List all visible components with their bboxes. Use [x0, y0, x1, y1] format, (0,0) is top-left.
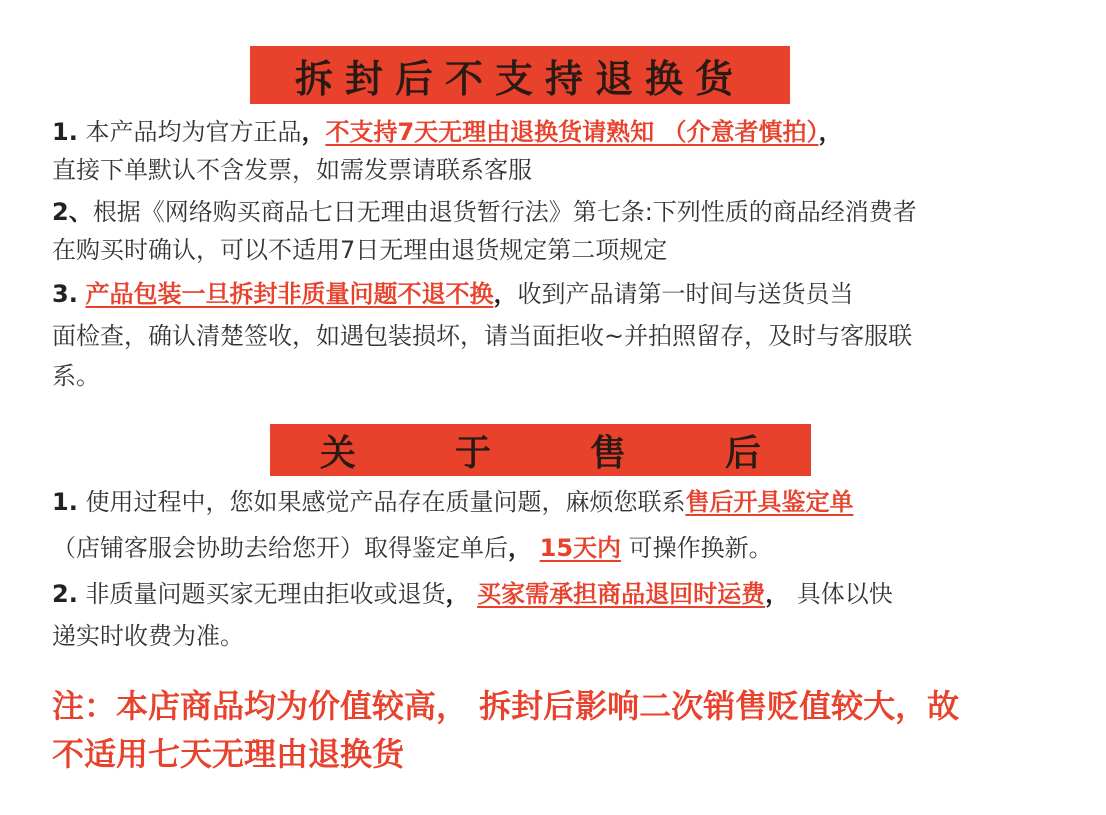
about-after-sales-banner	[270, 424, 811, 476]
policy-item-2-line-1	[52, 196, 917, 228]
policy-item-1-line-1	[52, 116, 843, 148]
banner-char: 后	[724, 432, 761, 474]
policy-text: 具体以快	[789, 580, 893, 608]
after-sales-item-2-line-2: 递实时收费为准。	[52, 622, 244, 650]
policy-item-3-line-3: 系。	[52, 362, 100, 390]
policy-item-1-line-2: 直接下单默认不含发票，如需发票请联系客服	[52, 156, 532, 184]
item-number: 2、	[52, 198, 93, 226]
note-line-1: 注：本店商品均为价值较高， 拆封后影响二次销售贬值较大，故	[52, 687, 960, 725]
policy-text: 本产品均为官方正品	[85, 118, 302, 146]
banner-char: 于	[454, 432, 491, 474]
policy-text: 收到产品请第一时间与送货员当	[517, 280, 854, 308]
policy-item-3-line-2: 面检查，确认清楚签收，如遇包装损坏，请当面拒收~并拍照留存，及时与客服联	[52, 322, 913, 350]
punctuation: ，	[818, 118, 843, 146]
banner-char: 售	[589, 432, 626, 474]
punctuation: ，	[765, 580, 790, 608]
highlight-15-days: 15天内	[539, 534, 622, 562]
item-number: 1.	[52, 118, 78, 146]
policy-text: 非质量问题买家无理由拒收或退货	[85, 580, 446, 608]
highlight-no-7-day-return: 不支持7天无理由退换货请熟知 （介意者慎拍）	[325, 118, 819, 146]
policy-text: 根据《网络购买商品七日无理由退货暂行法》第七条:下列性质的商品经消费者	[92, 198, 917, 226]
policy-text: 使用过程中，您如果感觉产品存在质量问题，麻烦您联系	[85, 488, 686, 516]
punctuation: ，	[493, 280, 518, 308]
highlight-no-return-if-unsealed: 产品包装一旦拆封非质量问题不退不换	[85, 280, 494, 308]
note-line-2: 不适用七天无理由退换货	[52, 735, 405, 773]
policy-text: 可操作换新。	[621, 534, 773, 562]
punctuation: ，	[508, 534, 532, 562]
item-number: 2.	[52, 580, 78, 608]
after-sales-item-1-line-1	[52, 486, 853, 518]
policy-item-2-line-2: 在购买时确认，可以不适用7日无理由退货规定第二项规定	[52, 236, 668, 264]
highlight-buyer-pays-shipping: 买家需承担商品退回时运费	[477, 580, 766, 608]
punctuation: ，	[301, 118, 326, 146]
after-sales-item-1-line-2	[52, 532, 773, 564]
highlight-inspection-report: 售后开具鉴定单	[685, 488, 854, 516]
item-number: 3.	[52, 280, 78, 308]
no-return-after-unsealing-banner: 拆封后不支持退换货	[250, 46, 790, 104]
policy-text: （店铺客服会协助去给您开）取得鉴定单后	[52, 534, 508, 562]
banner-char: 关	[319, 432, 356, 474]
after-sales-item-2-line-1	[52, 578, 893, 610]
policy-item-3-line-1	[52, 278, 853, 310]
punctuation: ，	[445, 580, 470, 608]
item-number: 1.	[52, 488, 78, 516]
